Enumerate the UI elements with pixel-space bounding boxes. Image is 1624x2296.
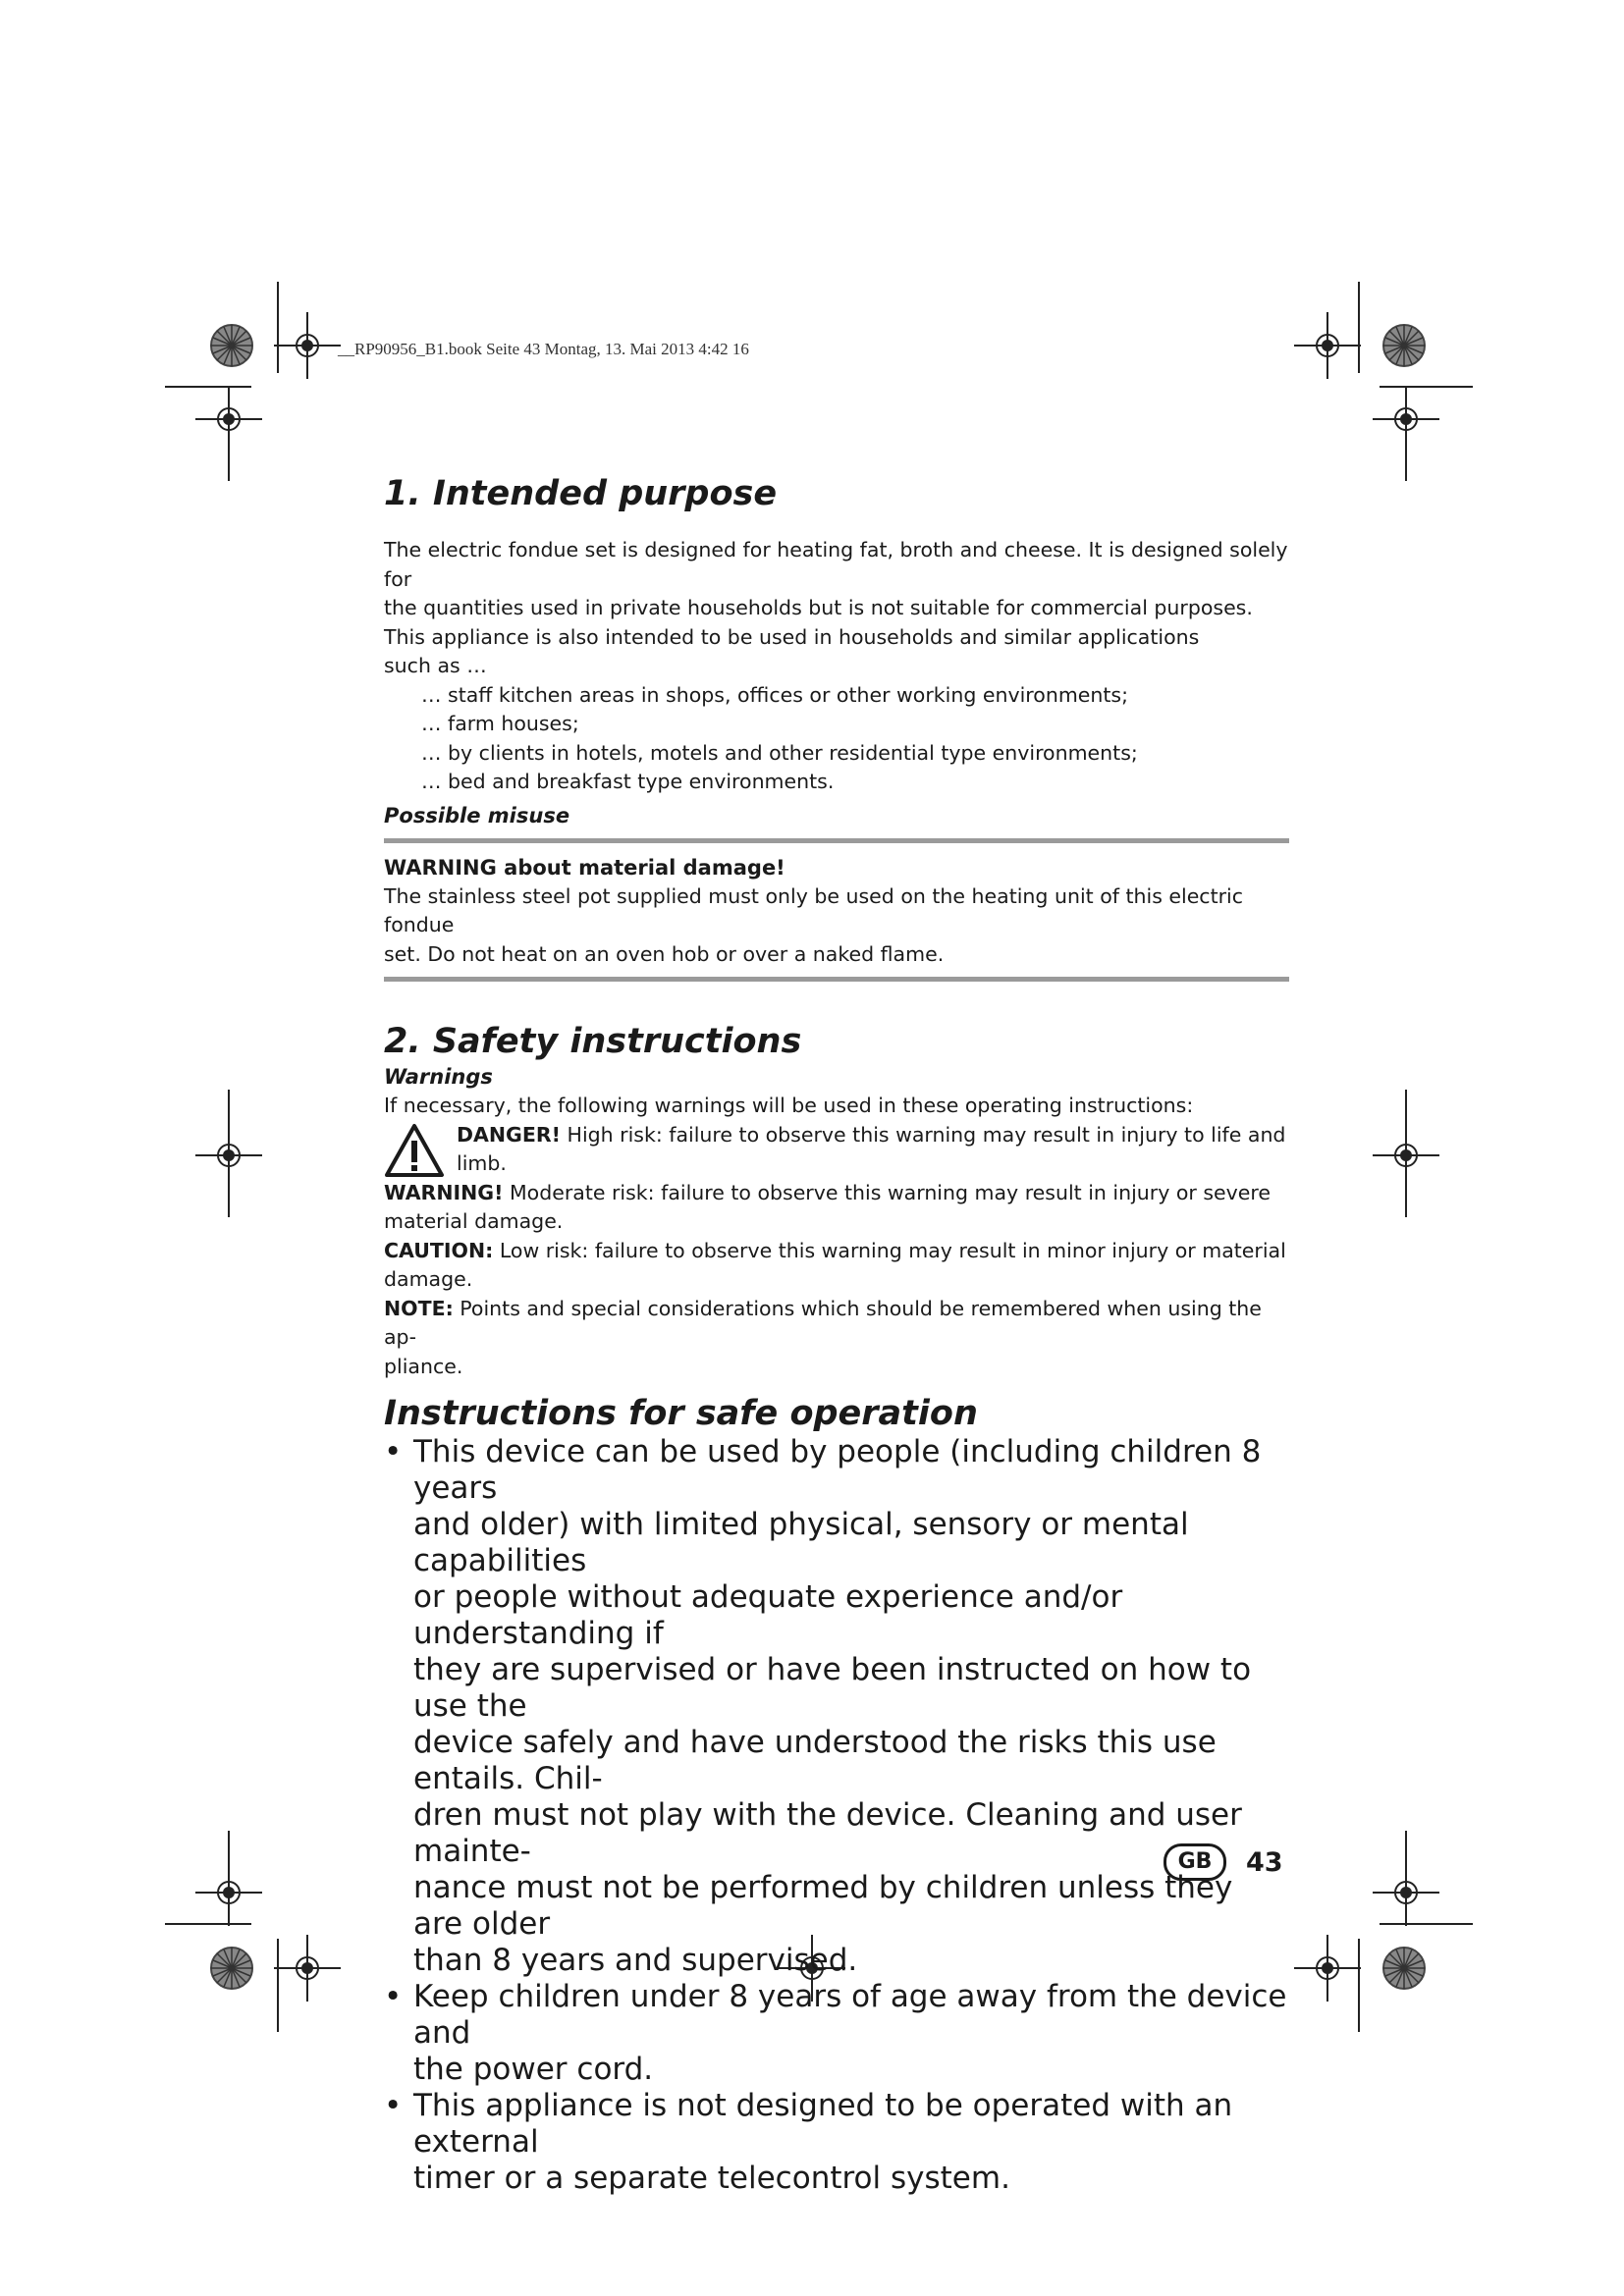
caution-text: damage. xyxy=(384,1267,473,1291)
list-item: • This device can be used by people (including children 8 years and older) with limited physical, sensory or mental capabilities or people without adequate experience and/or understanding if they are supervised or have been instructed on how to use the device safely and have understood the risks this use entails. Chil- dren must not play with the device. Cleaning and user mainte- nance must not be performed by children unless they are older than 8 years and supervised. xyxy=(384,1434,1262,1978)
section-heading-safety-instructions: 2. Safety instructions xyxy=(384,1022,802,1061)
body-line: such as … xyxy=(384,654,487,677)
color-wheel-icon xyxy=(211,325,252,366)
danger-text: High risk: failure to observe this warning may result in injury to life and xyxy=(561,1122,1286,1147)
warning-title: WARNING about material damage! xyxy=(384,855,785,880)
warning-line: set. Do not heat on an oven hob or over a naked flame. xyxy=(384,941,945,966)
subheading-possible-misuse: Possible misuse xyxy=(384,803,570,828)
caution-text: Low risk: failure to observe this warning may result in minor injury or material xyxy=(493,1238,1286,1262)
note-label: NOTE: xyxy=(384,1296,454,1320)
warning-triangle-icon xyxy=(384,1123,445,1178)
use-list-item: … bed and breakfast type environments. xyxy=(421,770,835,793)
use-list-item: … by clients in hotels, motels and other residential type environments; xyxy=(421,740,1138,765)
registration-mark-icon xyxy=(274,1935,341,2002)
color-wheel-icon xyxy=(1383,1948,1425,1989)
warning-label: WARNING! xyxy=(384,1180,504,1204)
list-item: • This appliance is not designed to be operated with an external timer or a separate telecontrol system. xyxy=(384,2088,1233,2196)
use-list-item: … farm houses; xyxy=(421,712,579,735)
color-wheel-icon xyxy=(211,1948,252,1989)
subheading-warnings: Warnings xyxy=(384,1065,493,1089)
registration-mark-icon xyxy=(1294,1935,1361,2002)
print-file-stamp: __RP90956_B1.book Seite 43 Montag, 13. Mai 2013 4:42 16 xyxy=(338,340,749,358)
body-line: This appliance is also intended to be used in households and similar applications xyxy=(384,624,1200,649)
page-number: 43 xyxy=(1246,1846,1283,1878)
caution-label: CAUTION: xyxy=(384,1238,494,1262)
warning-text: Moderate risk: failure to observe this warning may result in injury or severe xyxy=(503,1180,1271,1204)
danger-label: DANGER! xyxy=(457,1122,562,1147)
warning-box xyxy=(384,843,1289,978)
body-line: If necessary, the following warnings will be used in these operating instructions: xyxy=(384,1094,1194,1117)
page-content xyxy=(384,473,1289,2197)
section-heading-safe-operation: Instructions for safe operation xyxy=(384,1394,978,1433)
page-footer xyxy=(1164,1843,1283,1881)
note-text: Points and special considerations which should be remembered when using the ap- xyxy=(384,1296,1262,1349)
danger-text: limb. xyxy=(457,1151,507,1175)
use-list-item: … staff kitchen areas in shops, offices or other working environments; xyxy=(421,682,1129,707)
color-wheel-icon xyxy=(1383,325,1425,366)
body-line: The electric fondue set is designed for heating fat, broth and cheese. It is designed solely for xyxy=(384,538,1288,591)
registration-mark-icon xyxy=(274,312,341,379)
warning-text: material damage. xyxy=(384,1209,564,1233)
section-heading-intended-purpose: 1. Intended purpose xyxy=(384,474,778,513)
bullet-glyph: • xyxy=(384,1979,403,2014)
bullet-glyph: • xyxy=(384,1434,403,1469)
note-text: pliance. xyxy=(384,1354,463,1378)
danger-entry xyxy=(384,1121,1289,1179)
registration-mark-icon xyxy=(1294,312,1361,379)
list-item: • Keep children under 8 years of age away from the device and the power cord. xyxy=(384,1979,1287,2087)
warning-line: The stainless steel pot supplied must only be used on the heating unit of this electric fondue xyxy=(384,883,1244,936)
bullet-glyph: • xyxy=(384,2088,403,2123)
language-badge: GB xyxy=(1164,1843,1226,1881)
body-line: the quantities used in private households but is not suitable for commercial purposes. xyxy=(384,596,1253,619)
